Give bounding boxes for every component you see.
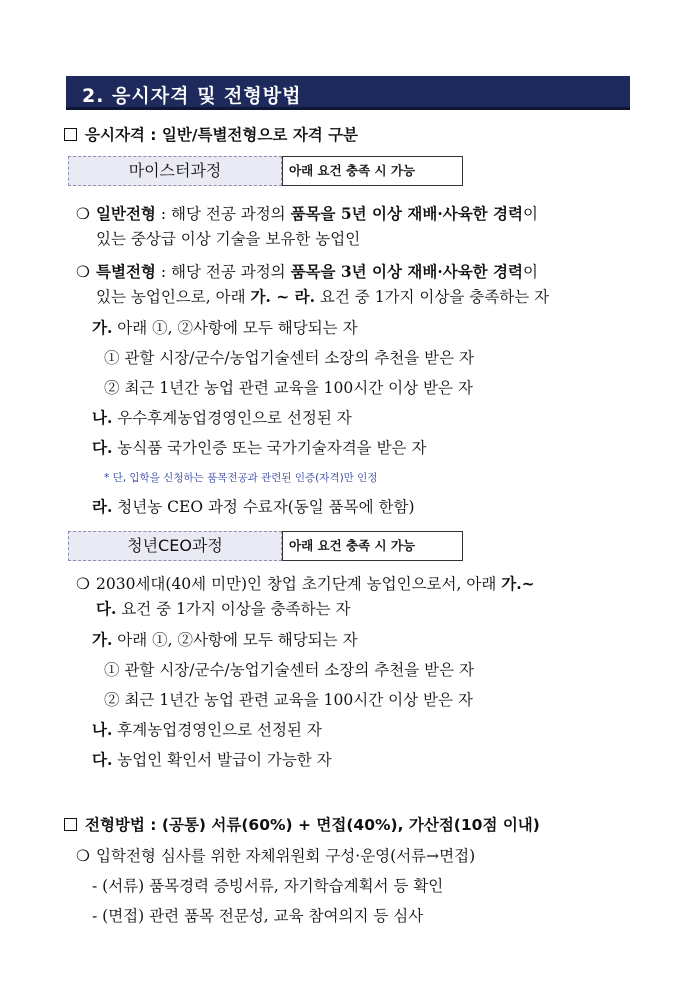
meister-course-condition: 아래 요건 충족 시 가능	[282, 156, 463, 186]
section-header	[66, 76, 630, 110]
section-title: 2. 응시자격 및 전형방법	[82, 85, 302, 107]
selection-interview-line: - (면접) 관련 품목 전문성, 교육 참여의지 등 심사	[92, 907, 424, 925]
circle-bullet-icon: ❍	[76, 575, 90, 593]
youth-item-ga: 가. 아래 ①, ②사항에 모두 해당되는 자	[92, 630, 358, 649]
youth-ceo-course-condition: 아래 요건 충족 시 가능	[282, 531, 463, 561]
selection-committee-line: ❍ 입학전형 심사를 위한 자체위원회 구성·운영(서류→면접)	[76, 847, 476, 865]
square-bullet-icon	[64, 818, 77, 831]
general-admission-line2: 있는 중상급 이상 기술을 보유한 농업인	[96, 230, 361, 248]
meister-course-label: 마이스터과정	[68, 156, 282, 186]
meister-sub-item-2: ② 최근 1년간 농업 관련 교육을 100시간 이상 받은 자	[104, 379, 473, 397]
meister-item-ga: 가. 아래 ①, ②사항에 모두 해당되는 자	[92, 318, 358, 337]
special-admission-line2: 있는 농업인으로, 아래 가. ~ 라. 요건 중 1가지 이상을 충족하는 자	[96, 287, 550, 306]
youth-item-da: 다. 농업인 확인서 발급이 가능한 자	[92, 750, 332, 769]
youth-ceo-requirement-line1: ❍ 2030세대(40세 미만)인 창업 초기단계 농업인으로서, 아래 가.~	[76, 574, 535, 593]
selection-document-line: - (서류) 품목경력 증빙서류, 자기학습계획서 등 확인	[92, 877, 444, 895]
circle-bullet-icon: ❍	[76, 263, 90, 281]
youth-sub-item-2: ② 최근 1년간 농업 관련 교육을 100시간 이상 받은 자	[104, 691, 473, 709]
meister-course-tag	[68, 156, 463, 186]
youth-item-na: 나. 후계농업경영인으로 선정된 자	[92, 720, 322, 739]
circle-bullet-icon: ❍	[76, 205, 90, 223]
meister-item-da: 다. 농식품 국가인증 또는 국가기술자격을 받은 자	[92, 438, 427, 457]
general-admission-line1: ❍ 일반전형 : 해당 전공 과정의 품목을 5년 이상 재배·사육한 경력이	[76, 204, 538, 223]
youth-sub-item-1: ① 관할 시장/군수/농업기술센터 소장의 추천을 받은 자	[104, 661, 474, 679]
youth-ceo-requirement-line2: 다. 요건 중 1가지 이상을 충족하는 자	[96, 599, 351, 618]
special-admission-line1: ❍ 특별전형 : 해당 전공 과정의 품목을 3년 이상 재배·사육한 경력이	[76, 262, 538, 281]
meister-item-ra: 라. 청년농 CEO 과정 수료자(동일 품목에 한함)	[92, 497, 415, 516]
certification-note: * 단, 입학을 신청하는 품목전공과 관련된 인증(자격)만 인정	[104, 472, 378, 484]
qualification-heading: 응시자격 : 일반/특별전형으로 자격 구분	[64, 125, 358, 145]
selection-method-heading: 전형방법 : (공통) 서류(60%) + 면접(40%), 가산점(10점 이내)	[64, 815, 540, 835]
youth-ceo-course-tag	[68, 531, 463, 561]
square-bullet-icon	[64, 128, 77, 141]
meister-item-na: 나. 우수후계농업경영인으로 선정된 자	[92, 408, 352, 427]
circle-bullet-icon: ❍	[76, 847, 90, 865]
youth-ceo-course-label: 청년CEO과정	[68, 531, 282, 561]
meister-sub-item-1: ① 관할 시장/군수/농업기술센터 소장의 추천을 받은 자	[104, 349, 474, 367]
